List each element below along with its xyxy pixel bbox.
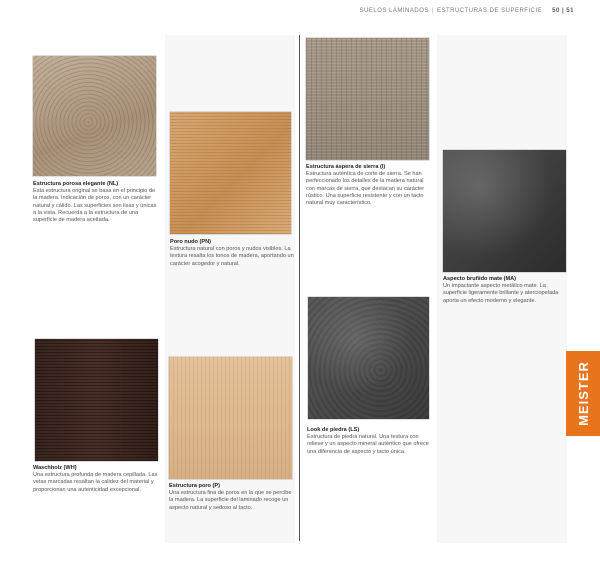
swatch-title: Estructura poro (P) xyxy=(169,483,220,489)
swatch-caption xyxy=(33,465,159,494)
swatch-text: Estructura auténtica de corte de sierra. Se han perfeccionado los detalles de la madera natural con marcas de sierra, que destacan su carácter rústico. Una superficie resistente y con un tacto natural muy característico. xyxy=(306,171,425,207)
header-section: SUELOS LAMINADOS xyxy=(359,8,429,14)
swatch-caption xyxy=(307,427,433,456)
swatch-oak-gold xyxy=(170,112,291,234)
swatch-title: Estructura porosa elegante (NL) xyxy=(33,181,119,187)
swatch-text: Una estructura profunda de madera cepillada. Las vetas marcadas resaltan la calidez del material y proporcionan una autenticidad excepcional. xyxy=(33,472,158,493)
swatch-text: Un impactante aspecto metálico mate. La superficie ligeramente brillante y aterciopelada aporta un efecto moderno y elegante. xyxy=(443,283,559,304)
column-divider xyxy=(299,35,300,541)
swatch-dark-wood xyxy=(35,339,158,461)
swatch-oak-light xyxy=(33,56,156,176)
swatch-text: Estructura natural con poros y nudos visibles. La textura resalta los tonos de madera, aportando un carácter acogedor y natural. xyxy=(170,246,294,267)
swatch-title: Estructura áspera de sierra (I) xyxy=(306,164,386,170)
swatch-text: Estructura de piedra natural. Una textura con relieve y un aspecto mineral auténtico que ofrece una diferencia de aspecto y tacto única. xyxy=(307,434,429,455)
meister-logo xyxy=(566,351,600,436)
swatch-text: Esta estructura original se basa en el principio de la madera. Indicación de poros, con un carácter natural y cálido. Las superficies son lisas y únicas a la vista. Recuerda a la estructura de una superficie de madera aceitada. xyxy=(33,188,157,224)
swatch-text: Una estructura fina de poros en la que se percibe la madera. La superficie del laminado recoge un aspecto natural y sedoso al tacto. xyxy=(169,490,292,511)
swatch-stone xyxy=(308,297,429,419)
swatch-caption xyxy=(306,164,432,207)
swatch-oak-grey xyxy=(306,38,429,160)
page-number: 50 | 51 xyxy=(552,8,574,14)
swatch-title: Waschholz (WH) xyxy=(33,465,77,471)
logo-text: MEISTER xyxy=(575,361,591,426)
swatch-title: Aspecto bruñido mate (MA) xyxy=(443,276,517,282)
header-subtitle: ESTRUCTURAS DE SUPERFICIE xyxy=(436,8,543,14)
swatch-title: Look de piedra (LS) xyxy=(307,427,360,433)
swatch-caption xyxy=(169,483,295,512)
page-header: SUELOS LAMINADOS | ESTRUCTURAS DE SUPERFICIE 50 | 51 xyxy=(359,8,574,14)
swatch-beige xyxy=(169,357,292,479)
swatch-caption xyxy=(33,181,159,224)
swatch-dark-slate xyxy=(443,150,566,272)
swatch-caption xyxy=(170,239,294,268)
swatch-caption xyxy=(443,276,567,305)
swatch-title: Poro nudo (PN) xyxy=(170,239,212,245)
